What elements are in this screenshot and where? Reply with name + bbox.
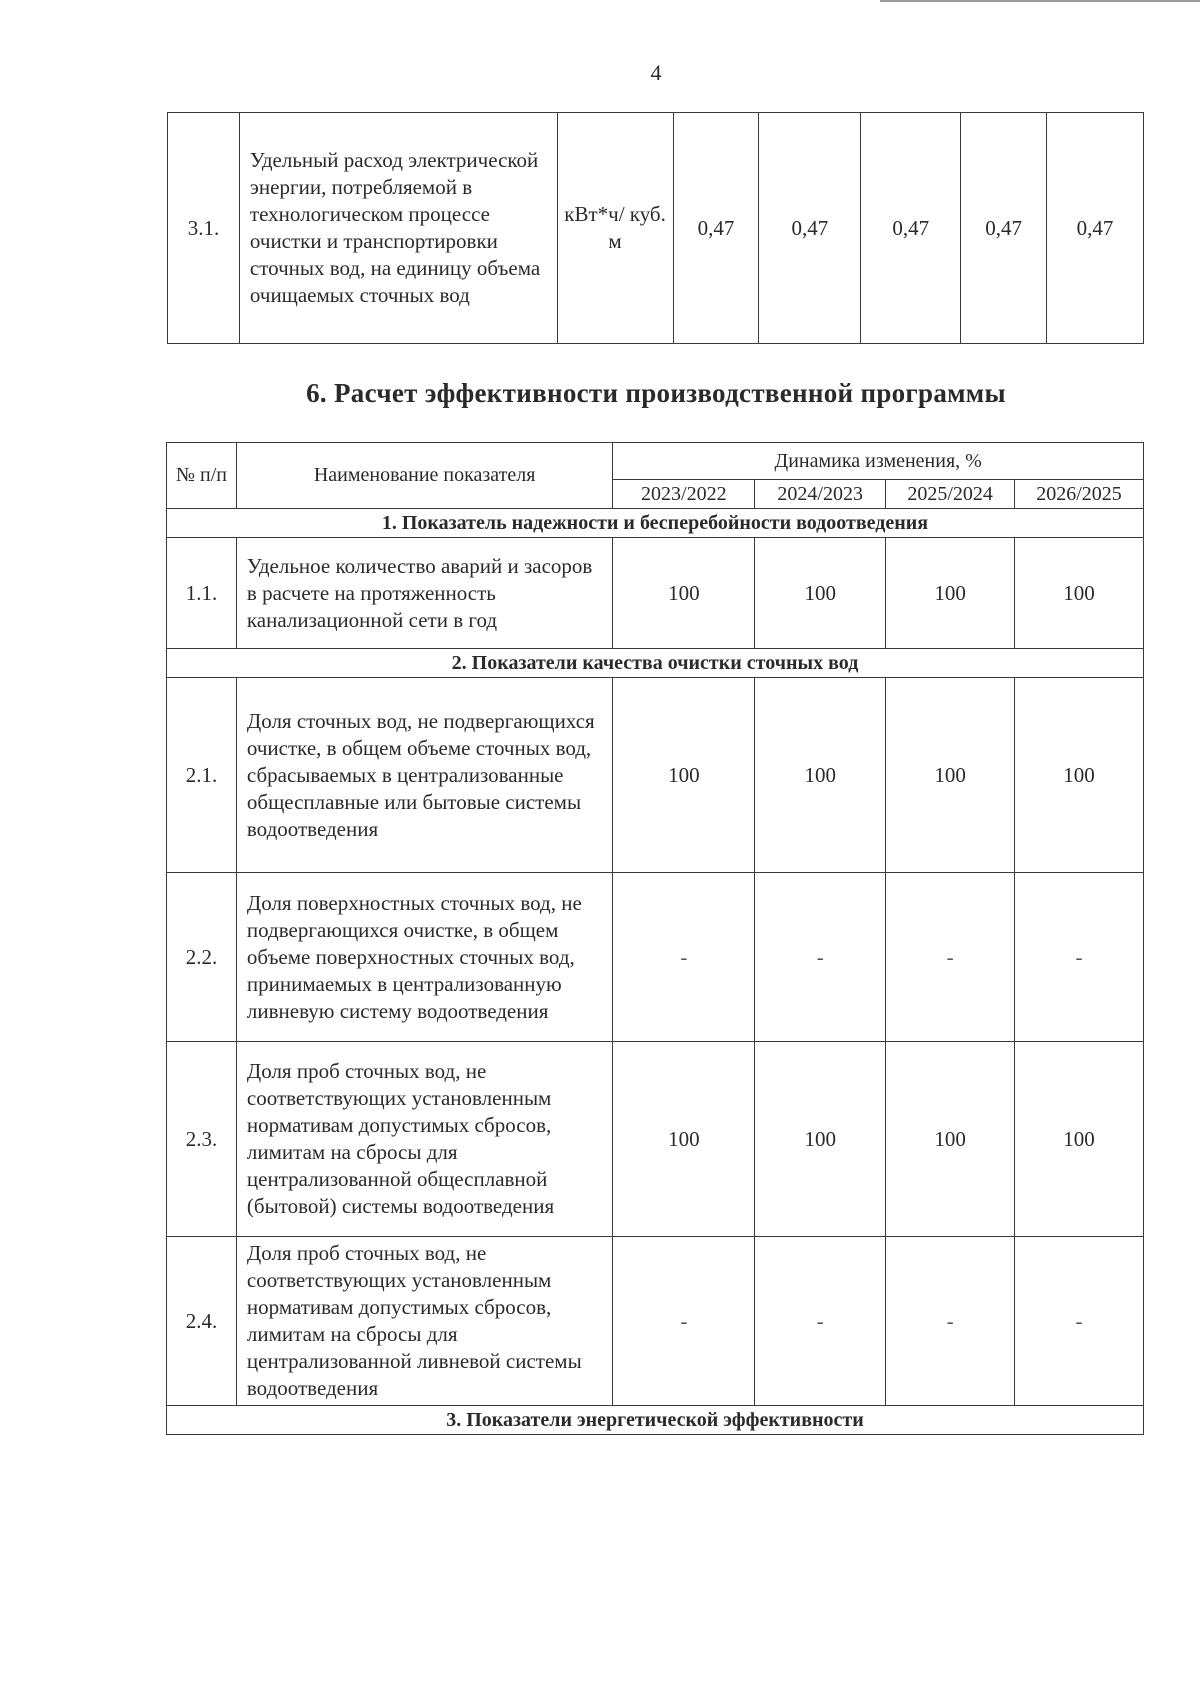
efficiency-table [166,442,1144,1435]
value-cell: 0,47 [759,113,861,344]
value-cell: 100 [1015,538,1144,649]
value-cell: 100 [1015,1042,1144,1237]
header-dynamics: Динамика изменения, % [613,443,1144,480]
value-cell: 0,47 [961,113,1047,344]
year-header: 2025/2024 [886,480,1015,509]
value-cell: - [613,873,755,1042]
group-row [167,509,1144,538]
table-row [167,538,1144,649]
section-title: 6. Расчет эффективности производственной программы [306,378,1006,408]
indicator-name: Доля проб сточных вод, не соответствующих установленным нормативам допустимых сбросов, лимитам на сбросы для централизованной общесплавной (бытовой) системы водоотведения [236,1042,612,1237]
table-row [167,678,1144,873]
unit-cell: кВт*ч/ куб. м [557,113,673,344]
group-title: 1. Показатель надежности и бесперебойности водоотведения [167,509,1144,538]
value-cell: 100 [886,678,1015,873]
top-table [167,112,1144,344]
value-cell: 100 [886,538,1015,649]
group-title: 3. Показатели энергетической эффективности [167,1406,1144,1435]
value-cell: - [755,1237,886,1406]
group-row [167,1406,1144,1435]
year-header: 2024/2023 [755,480,886,509]
value-cell: 100 [755,1042,886,1237]
value-cell: 0,47 [861,113,961,344]
value-cell: 0,47 [673,113,759,344]
value-cell: - [613,1237,755,1406]
value-cell: 100 [755,678,886,873]
row-number: 2.4. [167,1237,237,1406]
table-row [168,113,1144,344]
table-row [167,1042,1144,1237]
value-cell: - [1015,873,1144,1042]
value-cell: - [886,1237,1015,1406]
row-number: 1.1. [167,538,237,649]
table-row [167,1237,1144,1406]
value-cell: - [886,873,1015,1042]
value-cell: 100 [755,538,886,649]
indicator-name: Доля сточных вод, не подвергающихся очистке, в общем объеме сточных вод, сбрасываемых в централизованные общесплавные или бытовые системы водоотведения [236,678,612,873]
page-number: 4 [650,60,662,85]
row-number: 2.1. [167,678,237,873]
value-cell: 100 [613,678,755,873]
year-header: 2026/2025 [1015,480,1144,509]
indicator-name: Удельный расход электрической энергии, потребляемой в технологическом процессе очистки и транспортировки сточных вод, на единицу объема очищаемых сточных вод [239,113,557,344]
value-cell: - [1015,1237,1144,1406]
value-cell: 100 [613,1042,755,1237]
indicator-name: Удельное количество аварий и засоров в расчете на протяженность канализационной сети в год [236,538,612,649]
group-title: 2. Показатели качества очистки сточных вод [167,649,1144,678]
group-row [167,649,1144,678]
indicator-name: Доля поверхностных сточных вод, не подвергающихся очистке, в общем объеме поверхностных сточных вод, принимаемых в централизованную ливневую систему водоотведения [236,873,612,1042]
row-number: 3.1. [168,113,240,344]
top-edge-line [880,0,1200,2]
header-name: Наименование показателя [236,443,612,509]
value-cell: 100 [613,538,755,649]
indicator-name: Доля проб сточных вод, не соответствующих установленным нормативам допустимых сбросов, лимитам на сбросы для централизованной ливневой системы водоотведения [236,1237,612,1406]
value-cell: 100 [1015,678,1144,873]
value-cell: 100 [886,1042,1015,1237]
header-num: № п/п [167,443,237,509]
row-number: 2.2. [167,873,237,1042]
header-row [167,443,1144,480]
value-cell: - [755,873,886,1042]
year-header: 2023/2022 [613,480,755,509]
table-row [167,873,1144,1042]
row-number: 2.3. [167,1042,237,1237]
value-cell: 0,47 [1047,113,1144,344]
